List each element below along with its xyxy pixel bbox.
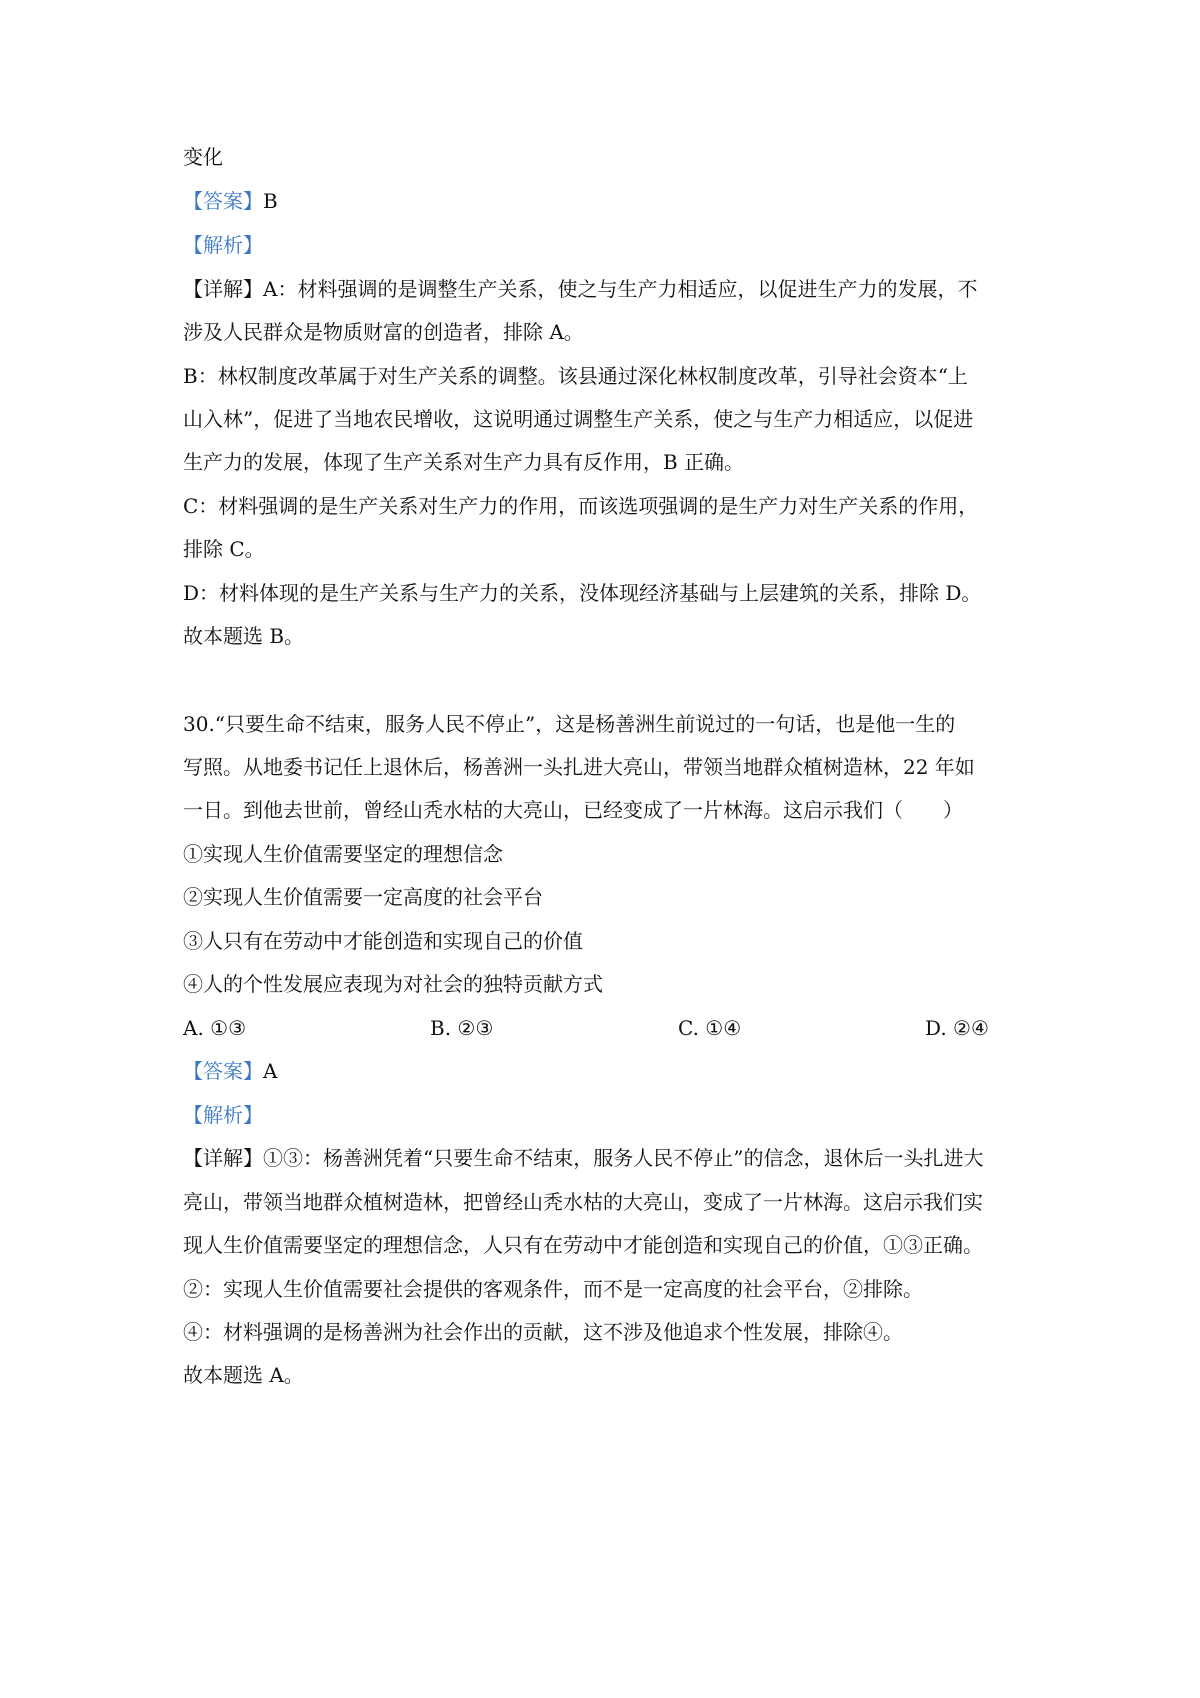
q30-option-b: B. ②③ [430,1016,494,1040]
answer-tag: 【答案】 [183,1059,263,1083]
q30-statement: ③人只有在劳动中才能创造和实现自己的价值 [183,929,583,953]
q30-analysis-tag: 【解析】 [183,1103,263,1127]
answer-tag: 【答案】 [183,189,263,213]
q29-detail-line: 生产力的发展，体现了生产关系对生产力具有反作用，B 正确。 [183,450,745,474]
q30-detail-line: ②：实现人生价值需要社会提供的客观条件，而不是一定高度的社会平台，②排除。 [183,1277,923,1301]
q30-statement: ①实现人生价值需要坚定的理想信念 [183,842,503,866]
q30-option-a: A. ①③ [183,1016,247,1040]
answer-value: B [263,189,278,213]
q30-detail-line: ④：材料强调的是杨善洲为社会作出的贡献，这不涉及他追求个性发展，排除④。 [183,1320,903,1344]
q30-stem-line: 30.“只要生命不结束，服务人民不停止”，这是杨善洲生前说过的一句话，也是他一生的 [183,712,956,736]
q30-detail-line [183,1145,983,1171]
detail-text: A：材料强调的是调整生产关系，使之与生产力相适应，以促进生产力的发展，不 [263,277,978,301]
previous-question-tail: 变化 [183,145,223,169]
q30-detail-line: 亮山，带领当地群众植树造林，把曾经山秃水枯的大亮山，变成了一片林海。这启示我们实 [183,1190,983,1214]
q29-answer [183,188,278,214]
q29-detail-line: C：材料强调的是生产关系对生产力的作用，而该选项强调的是生产力对生产关系的作用， [183,494,979,518]
q29-detail-line [183,276,977,302]
q30-stem-line: 一日。到他去世前，曾经山秃水枯的大亮山，已经变成了一片林海。这启示我们（ ） [183,798,963,822]
q29-detail-line: 排除 C。 [183,537,265,561]
answer-value: A [263,1059,278,1083]
detail-tag: 【详解】 [183,277,263,301]
q29-detail-line: B：林权制度改革属于对生产关系的调整。该县通过深化林权制度改革，引导社会资本“上 [183,364,968,388]
q29-detail-line: 涉及人民群众是物质财富的创造者，排除 A。 [183,320,584,344]
q29-detail-line: D：材料体现的是生产关系与生产力的关系，没体现经济基础与上层建筑的关系，排除 D。 [183,581,982,605]
q30-detail-line: 现人生价值需要坚定的理想信念，人只有在劳动中才能创造和实现自己的价值，①③正确。 [183,1233,983,1257]
q29-detail-line: 故本题选 B。 [183,624,305,648]
q30-statement: ②实现人生价值需要一定高度的社会平台 [183,885,543,909]
q30-stem-line: 写照。从地委书记任上退休后，杨善洲一头扎进大亮山，带领当地群众植树造林，22 年如 [183,755,975,779]
q29-analysis-tag: 【解析】 [183,233,263,257]
detail-tag: 【详解】 [183,1146,263,1170]
q30-detail-line: 故本题选 A。 [183,1363,304,1387]
detail-text: ①③：杨善洲凭着“只要生命不结束，服务人民不停止”的信念，退休后一头扎进大 [263,1146,984,1170]
q30-statement: ④人的个性发展应表现为对社会的独特贡献方式 [183,972,603,996]
q29-detail-line: 山入林”，促进了当地农民增收，这说明通过调整生产关系，使之与生产力相适应，以促进 [183,407,974,431]
q30-answer [183,1058,277,1084]
q30-option-d: D. ②④ [925,1016,989,1040]
q30-option-c: C. ①④ [678,1016,742,1040]
